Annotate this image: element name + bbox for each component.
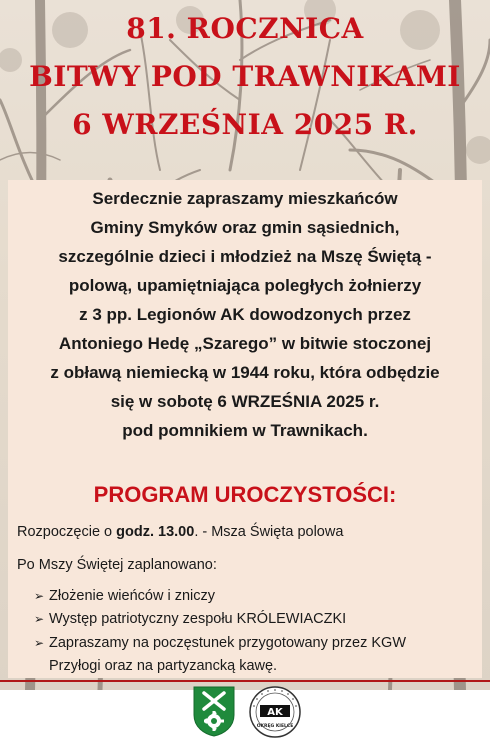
invitation-line: Serdecznie zapraszamy mieszkańców (92, 189, 398, 208)
program-item (34, 611, 346, 627)
ak-badge-bottom-text: OKRĘG KIELCE (256, 724, 294, 729)
program-item-text: Występ patriotyczny zespołu KRÓLEWIACZKI (49, 611, 347, 627)
program-heading: PROGRAM UROCZYSTOŚCI: (93, 482, 397, 507)
invitation-line: Gminy Smyków oraz gmin sąsiednich, (90, 218, 400, 237)
invitation-text (8, 184, 482, 445)
title-line-1: 81. ROCZNICA (126, 12, 364, 45)
program-item (34, 588, 215, 604)
ak-badge-text: AK (267, 707, 283, 718)
invitation-line: z 3 pp. Legionów AK dowodzonych przez (79, 305, 411, 324)
ak-okreg-kielce-logo (248, 685, 302, 744)
invitation-line: z obławą niemiecką w 1944 roku, która odbędzie (50, 363, 440, 382)
start-prefix: Rozpoczęcie o (17, 524, 117, 540)
arrow-bullet-icon: ➢ (34, 589, 45, 603)
footer-divider (0, 680, 490, 682)
start-time: godz. 13.00 (116, 524, 195, 540)
invitation-line: polową, upamiętniająca poległych żołnierzy (68, 276, 422, 295)
title-line-2: BITWY POD TRAWNIKAMI (29, 60, 461, 93)
invitation-line: szczególnie dzieci i młodzież na Mszę Świętą - (58, 247, 432, 266)
program-item-text: Złożenie wieńców i zniczy (49, 588, 216, 604)
program-item-text: Zapraszamy na poczęstunek przygotowany przez KGW (49, 635, 407, 651)
start-suffix: . - Msza Święta polowa (194, 524, 344, 540)
arrow-bullet-icon: ➢ (34, 612, 45, 626)
program-item-continuation: Przyłogi oraz na partyzancką kawę. (49, 658, 278, 674)
start-time-line (17, 524, 343, 540)
after-mass-line: Po Mszy Świętej zaplanowano: (17, 557, 217, 573)
arrow-bullet-icon: ➢ (34, 636, 45, 650)
invitation-line: Antoniego Hedę „Szarego” w bitwie stoczonej (58, 334, 432, 353)
title-line-3: 6 WRZEŚNIA 2025 R. (72, 108, 418, 141)
invitation-line: się w sobotę 6 WRZEŚNIA 2025 r. (110, 392, 380, 411)
gmina-smykow-coat-of-arms-logo (192, 685, 236, 742)
invitation-line: pod pomnikiem w Trawnikach. (122, 421, 368, 440)
program-item (34, 635, 406, 651)
